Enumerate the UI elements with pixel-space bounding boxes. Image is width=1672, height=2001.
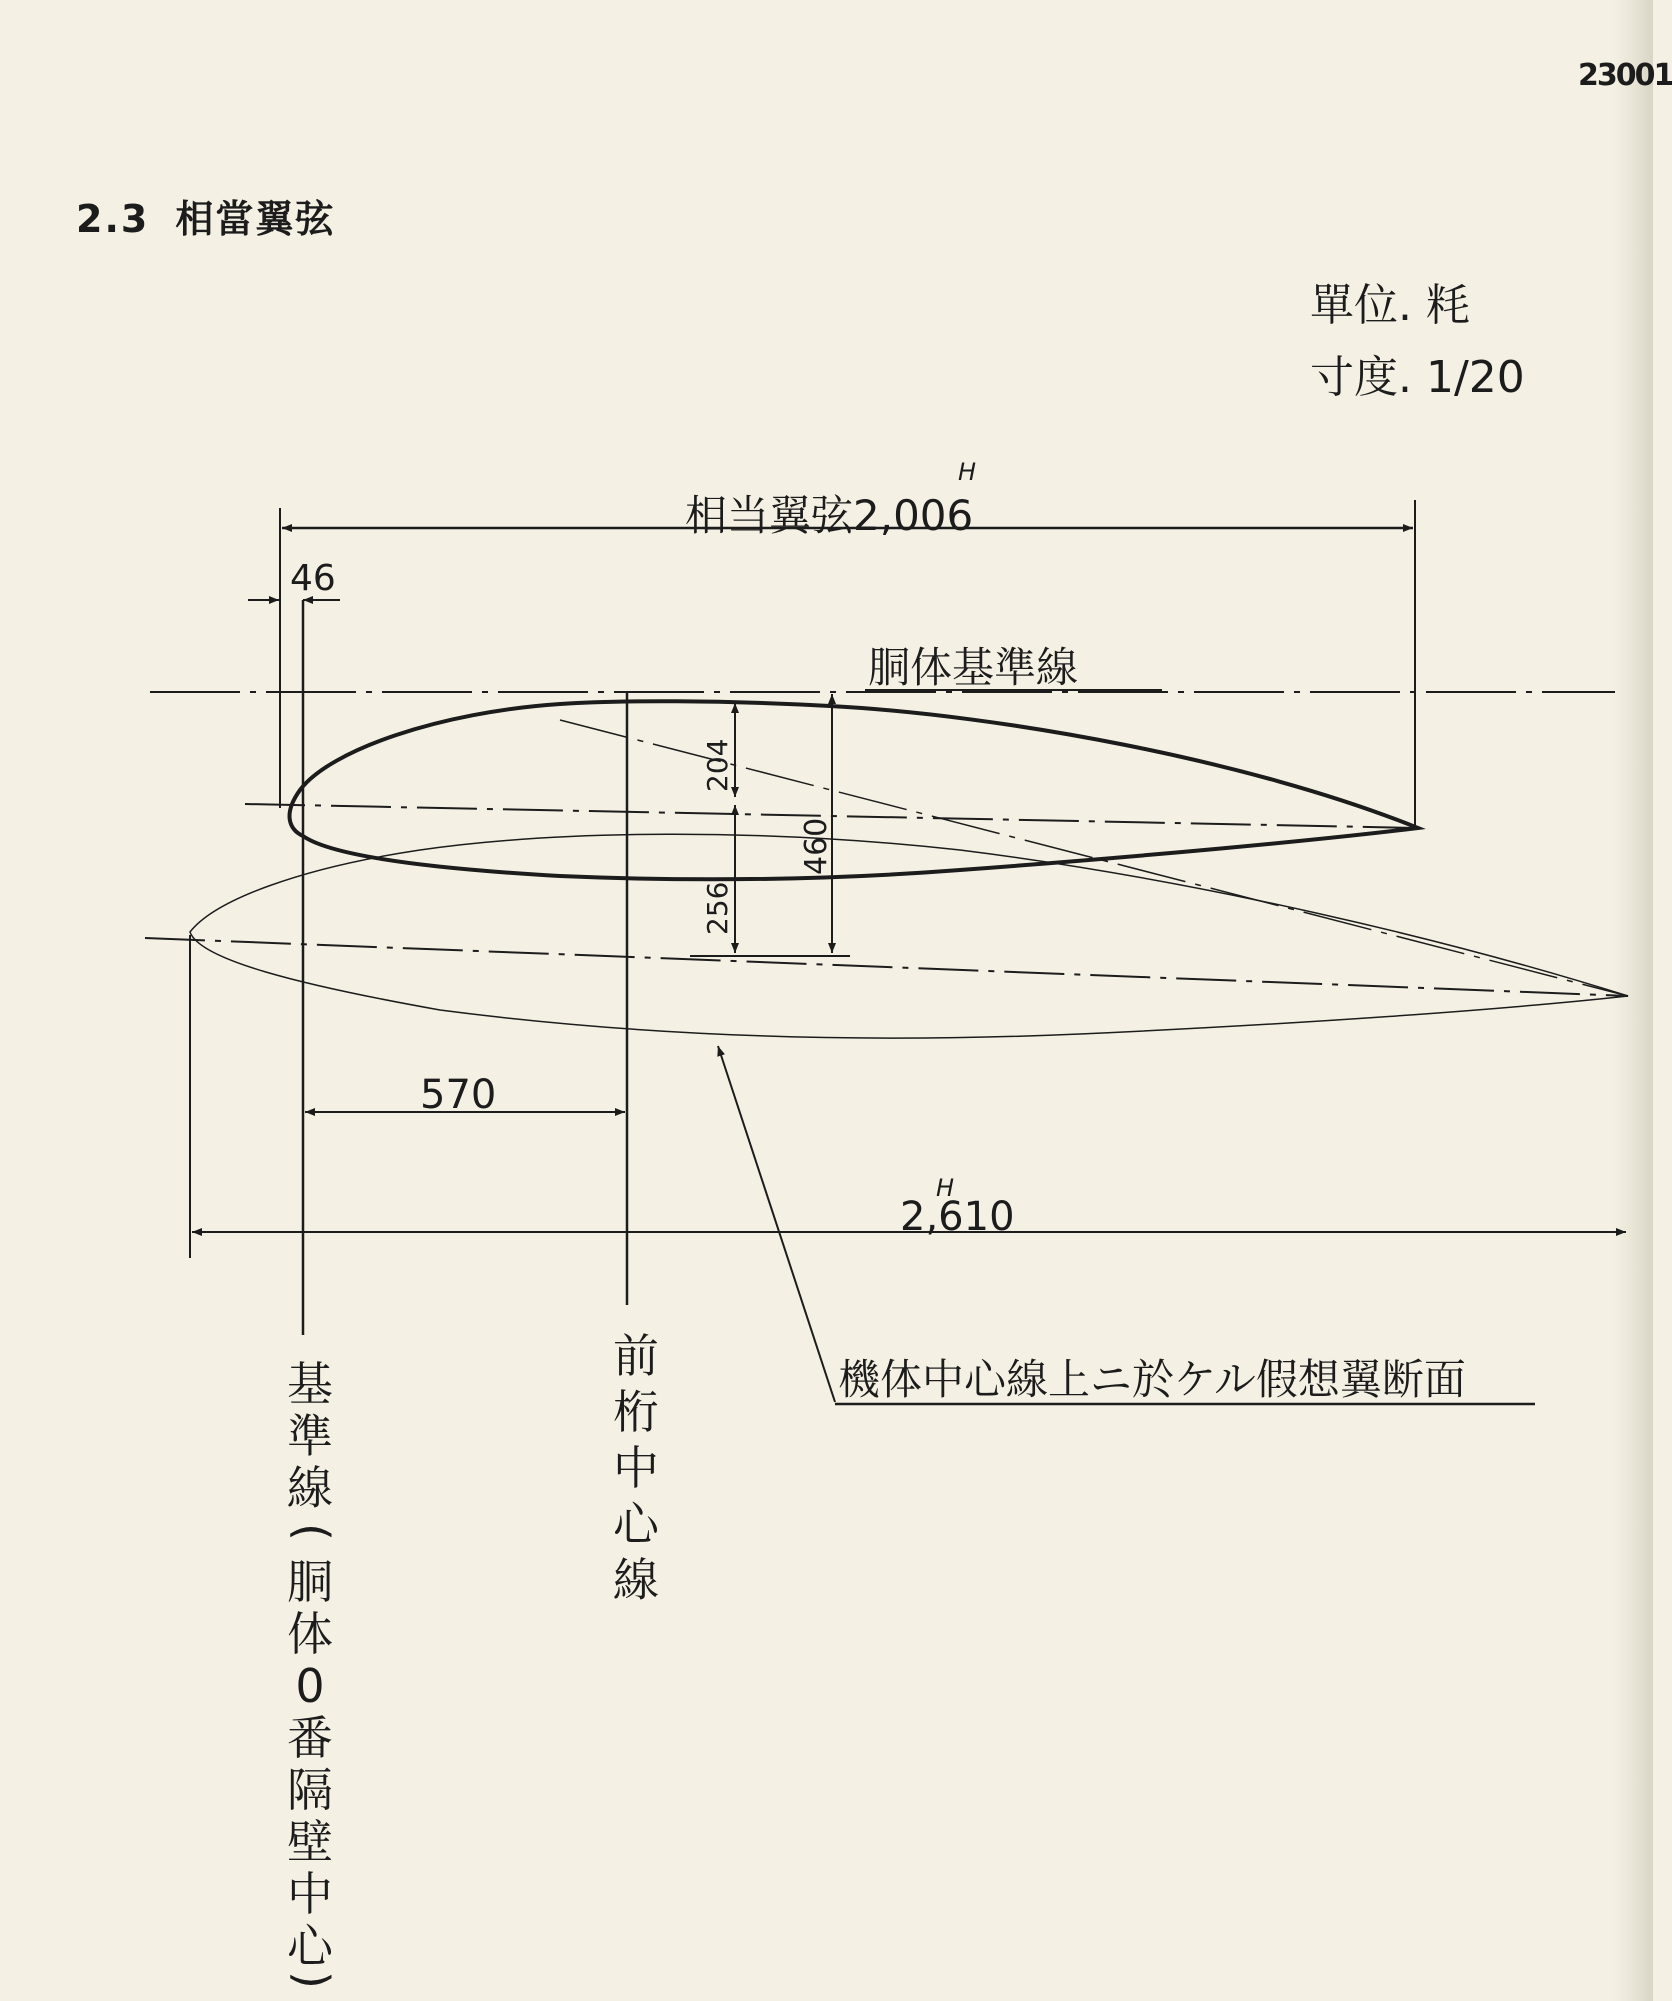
scale-label: 寸度. 1/20 (1310, 352, 1525, 403)
datum-char: 中 (287, 1867, 333, 1921)
datum-char: 壁 (287, 1815, 333, 1869)
spar-char: 桁 (613, 1385, 659, 1439)
section-title-text: 相當翼弦 (175, 197, 336, 241)
equivalent-airfoil-outline (290, 701, 1418, 879)
unit-label: 單位. 粍 (1310, 280, 1470, 331)
spar-char: 中 (613, 1441, 659, 1495)
datum-char: 番 (287, 1711, 333, 1765)
datum-char: ( (285, 1523, 339, 1541)
equivalent-chord-label: 相当翼弦2,006 (685, 491, 974, 540)
equivalent-chord-mark: H (958, 458, 977, 486)
upper-thickness-label: 204 (701, 738, 734, 792)
imaginary-chord-line (145, 938, 1628, 996)
total-thickness-label: 460 (799, 817, 834, 875)
front-spar-label (613, 1329, 661, 1607)
spar-distance-label: 570 (420, 1072, 497, 1118)
datum-char: 基 (287, 1357, 333, 1411)
spar-char: 前 (613, 1329, 659, 1383)
section-number: 2.3 (76, 197, 150, 241)
datum-line-label (285, 1357, 339, 1989)
root-chord-label: 2,610 (900, 1194, 1015, 1240)
datum-char: 0 (295, 1659, 325, 1713)
datum-char: 体 (287, 1607, 333, 1661)
imaginary-section-label: 機体中心線上ニ於ケル假想翼断面 (838, 1355, 1466, 1404)
spar-char: 線 (613, 1553, 659, 1607)
datum-char: 胴 (287, 1555, 333, 1609)
imaginary-section-leader (718, 1046, 835, 1402)
fuselage-reference-label: 胴体基準線 (868, 643, 1079, 692)
datum-char: 隔 (287, 1763, 333, 1817)
datum-char: 心 (287, 1919, 333, 1973)
root-chord-mark: H (936, 1174, 955, 1202)
page-number: 23001 (1578, 58, 1672, 93)
offset-label: 46 (290, 558, 336, 599)
datum-char: ) (285, 1971, 339, 1989)
spar-char: 心 (613, 1497, 659, 1551)
datum-char: 準 (287, 1409, 333, 1463)
datum-char: 線 (287, 1461, 333, 1515)
lower-thickness-label: 256 (701, 881, 734, 935)
imaginary-section-outline (190, 834, 1628, 1038)
